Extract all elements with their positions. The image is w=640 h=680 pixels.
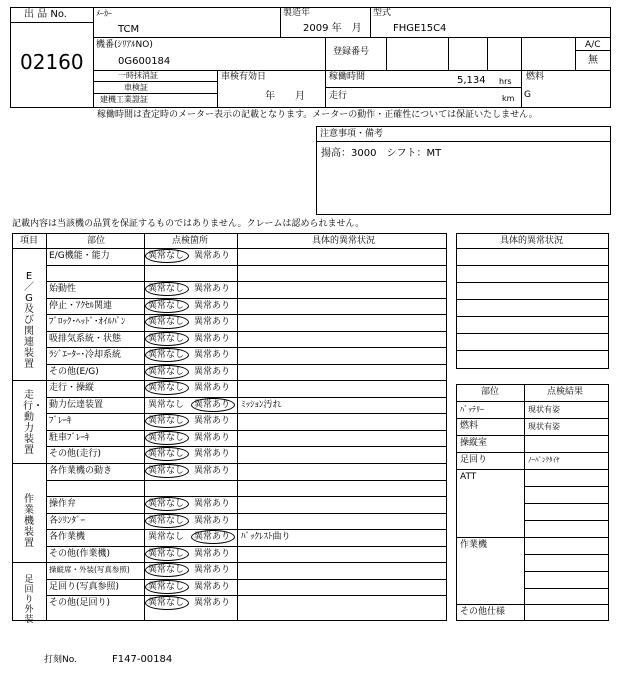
lot-number: 02160 bbox=[20, 50, 84, 74]
disclaimer: 記載内容は当該機の品質を保証するものではありません。クレームは認められません。 bbox=[12, 219, 365, 229]
inspection-value: 年 月 bbox=[265, 91, 305, 102]
check-abnormal[interactable]: 異常あり bbox=[194, 317, 231, 327]
result-battery-part: ﾊﾞｯﾃﾘｰ bbox=[460, 405, 484, 414]
check-abnormal[interactable]: 異常あり bbox=[194, 350, 231, 360]
check-abnormal[interactable]: 異常あり bbox=[194, 449, 231, 459]
model-label: 型式 bbox=[373, 8, 392, 18]
check-normal[interactable]: 異常なし bbox=[148, 383, 185, 393]
row-part: その他(E/G) bbox=[49, 367, 99, 377]
vehicle-cert-label: 車検証 bbox=[124, 83, 148, 92]
model-value: FHGE15C4 bbox=[393, 23, 447, 34]
check-abnormal[interactable]: 異常あり bbox=[194, 532, 231, 542]
const-cert-label: 建機工業證証 bbox=[100, 95, 148, 104]
row-part: 各作業機の動き bbox=[49, 466, 113, 476]
maker-label: ﾒｰｶｰ bbox=[96, 9, 112, 18]
remarks-title: 注意事項・備考 bbox=[320, 129, 384, 139]
check-normal[interactable]: 異常なし bbox=[148, 251, 185, 261]
check-abnormal[interactable]: 異常あり bbox=[194, 565, 231, 575]
check-abnormal[interactable]: 異常あり bbox=[194, 400, 231, 410]
header-check: 点検箇所 bbox=[172, 236, 209, 246]
header-part: 部位 bbox=[87, 236, 106, 246]
header-item: 項目 bbox=[20, 236, 39, 246]
check-normal[interactable]: 異常なし bbox=[148, 516, 185, 526]
row-part: ﾗｼﾞｴｰﾀｰ･冷却系統 bbox=[49, 350, 122, 360]
lot-label: 出 品 No. bbox=[24, 9, 67, 20]
check-normal[interactable]: 異常なし bbox=[148, 582, 185, 592]
check-abnormal[interactable]: 異常あり bbox=[194, 301, 231, 311]
hours-unit: hrs bbox=[499, 77, 512, 86]
row-part: 操作弁 bbox=[49, 499, 77, 509]
row-part: E/G機能・能力 bbox=[49, 251, 110, 261]
check-normal[interactable]: 異常なし bbox=[148, 301, 185, 311]
check-normal[interactable]: 異常なし bbox=[148, 416, 185, 426]
row-part: 駐車ﾌﾞﾚｰｷ bbox=[49, 433, 90, 443]
check-abnormal[interactable]: 異常あり bbox=[194, 251, 231, 261]
result-fuel-part: 燃料 bbox=[460, 421, 479, 431]
row-part: 足回り(写真参照) bbox=[49, 582, 120, 592]
ac-value: 無 bbox=[588, 55, 598, 66]
check-normal[interactable]: 異常なし bbox=[148, 367, 185, 377]
results-header-part: 部位 bbox=[481, 387, 500, 397]
check-abnormal[interactable]: 異常あり bbox=[194, 383, 231, 393]
travel-label: 走行 bbox=[329, 91, 348, 101]
check-normal[interactable]: 異常なし bbox=[148, 350, 185, 360]
serial-value: 0G600184 bbox=[118, 56, 171, 67]
row-part: 各ｼﾘﾝﾀﾞｰ bbox=[49, 516, 86, 526]
maker-value: TCM bbox=[118, 24, 140, 35]
hours-label: 稼働時間 bbox=[329, 72, 366, 82]
row-part: 吸排気系統・状態 bbox=[49, 334, 122, 344]
check-abnormal[interactable]: 異常あり bbox=[194, 367, 231, 377]
row-part: 始動性 bbox=[49, 284, 77, 294]
hours-value: 5,134 bbox=[457, 75, 486, 86]
row-part: 走行・操縦 bbox=[49, 383, 95, 393]
check-normal[interactable]: 異常なし bbox=[148, 499, 185, 509]
check-normal[interactable]: 異常なし bbox=[148, 466, 185, 476]
group-label-engine: E／G及び関連装置 bbox=[24, 271, 34, 370]
year-value: 2009 年 月 bbox=[303, 23, 362, 34]
stamp-label: 打刻No. bbox=[44, 655, 77, 665]
check-normal[interactable]: 異常なし bbox=[148, 433, 185, 443]
check-normal[interactable]: 異常なし bbox=[148, 284, 185, 294]
check-normal[interactable]: 異常なし bbox=[148, 334, 185, 344]
check-normal[interactable]: 異常なし bbox=[148, 598, 185, 608]
stamp-number: F147-00184 bbox=[112, 654, 173, 665]
row-part: 停止・ｱｸｾﾙ関連 bbox=[49, 301, 113, 311]
header-detail: 具体的異常状況 bbox=[312, 236, 376, 246]
fuel-value: G bbox=[524, 90, 531, 100]
registration-label: 登録番号 bbox=[333, 47, 370, 57]
detail-box bbox=[456, 233, 609, 369]
group-label-work: 作業機装置 bbox=[24, 494, 34, 549]
row-part: 各作業機 bbox=[49, 532, 86, 542]
check-normal[interactable]: 異常なし bbox=[148, 532, 185, 542]
check-normal[interactable]: 異常なし bbox=[148, 317, 185, 327]
serial-label: 機番(ｼﾘｱﾙNO) bbox=[96, 40, 153, 50]
row-part: ﾌﾞﾚｰｷ bbox=[49, 416, 72, 426]
group-label-undercarriage: 足回り外装 bbox=[24, 575, 34, 625]
travel-unit: km bbox=[502, 94, 515, 103]
group-label-drive: 走行・動力装置 bbox=[23, 390, 43, 456]
result-fuel-value: 現状有姿 bbox=[528, 422, 560, 431]
result-cab-part: 操縦室 bbox=[460, 438, 488, 448]
check-abnormal[interactable]: 異常あり bbox=[194, 499, 231, 509]
check-abnormal[interactable]: 異常あり bbox=[194, 284, 231, 294]
year-label: 製造年 bbox=[283, 8, 311, 18]
result-other-label: その他仕様 bbox=[460, 607, 506, 617]
result-work-label: 作業機 bbox=[460, 540, 488, 550]
ac-label: A/C bbox=[585, 40, 601, 50]
row-detail: ﾐｯｼｮﾝ汚れ bbox=[241, 400, 282, 410]
check-abnormal[interactable]: 異常あり bbox=[194, 549, 231, 559]
check-abnormal[interactable]: 異常あり bbox=[194, 433, 231, 443]
results-header-result: 点検結果 bbox=[547, 387, 584, 397]
row-part: 操縦席・外装(写真参照) bbox=[49, 565, 130, 574]
check-abnormal[interactable]: 異常あり bbox=[194, 582, 231, 592]
result-undercarriage-part: 足回り bbox=[460, 455, 488, 465]
result-undercarriage-value: ﾉｰﾊﾟﾝｸﾀｲﾔ bbox=[528, 456, 560, 464]
row-detail: ﾊﾞｯｸﾚｽﾄ曲り bbox=[241, 532, 291, 542]
temp-cert-label: 一時抹消証 bbox=[118, 71, 158, 80]
detail-box-title: 具体的異常状況 bbox=[500, 236, 564, 246]
row-part: ﾌﾞﾛｯｸ･ﾍｯﾄﾞ･ｵｲﾙﾊﾟﾝ bbox=[49, 317, 126, 327]
hours-note: 稼働時間は査定時のメーター表示の記載となります。メーターの動作・正確性については保証いたしません。 bbox=[97, 110, 538, 120]
check-abnormal[interactable]: 異常あり bbox=[194, 416, 231, 426]
row-part: 動力伝達装置 bbox=[49, 400, 104, 410]
row-part: その他(作業機) bbox=[49, 549, 111, 559]
check-normal[interactable]: 異常なし bbox=[148, 449, 185, 459]
check-normal[interactable]: 異常なし bbox=[148, 565, 185, 575]
remarks-text: 揚高：3000 シフト：MT bbox=[321, 148, 442, 159]
fuel-label: 燃料 bbox=[526, 72, 545, 82]
check-normal[interactable]: 異常なし bbox=[148, 400, 185, 410]
result-att-label: ATT bbox=[460, 472, 477, 482]
remarks-box bbox=[316, 126, 611, 215]
check-normal[interactable]: 異常なし bbox=[148, 549, 185, 559]
result-battery-value: 現状有姿 bbox=[528, 405, 560, 414]
row-part: その他(走行) bbox=[49, 449, 102, 459]
check-abnormal[interactable]: 異常あり bbox=[194, 334, 231, 344]
inspection-label: 車検有効日 bbox=[221, 72, 267, 82]
check-abnormal[interactable]: 異常あり bbox=[194, 516, 231, 526]
check-abnormal[interactable]: 異常あり bbox=[194, 598, 231, 608]
check-abnormal[interactable]: 異常あり bbox=[194, 466, 231, 476]
row-part: その他(足回り) bbox=[49, 598, 111, 608]
